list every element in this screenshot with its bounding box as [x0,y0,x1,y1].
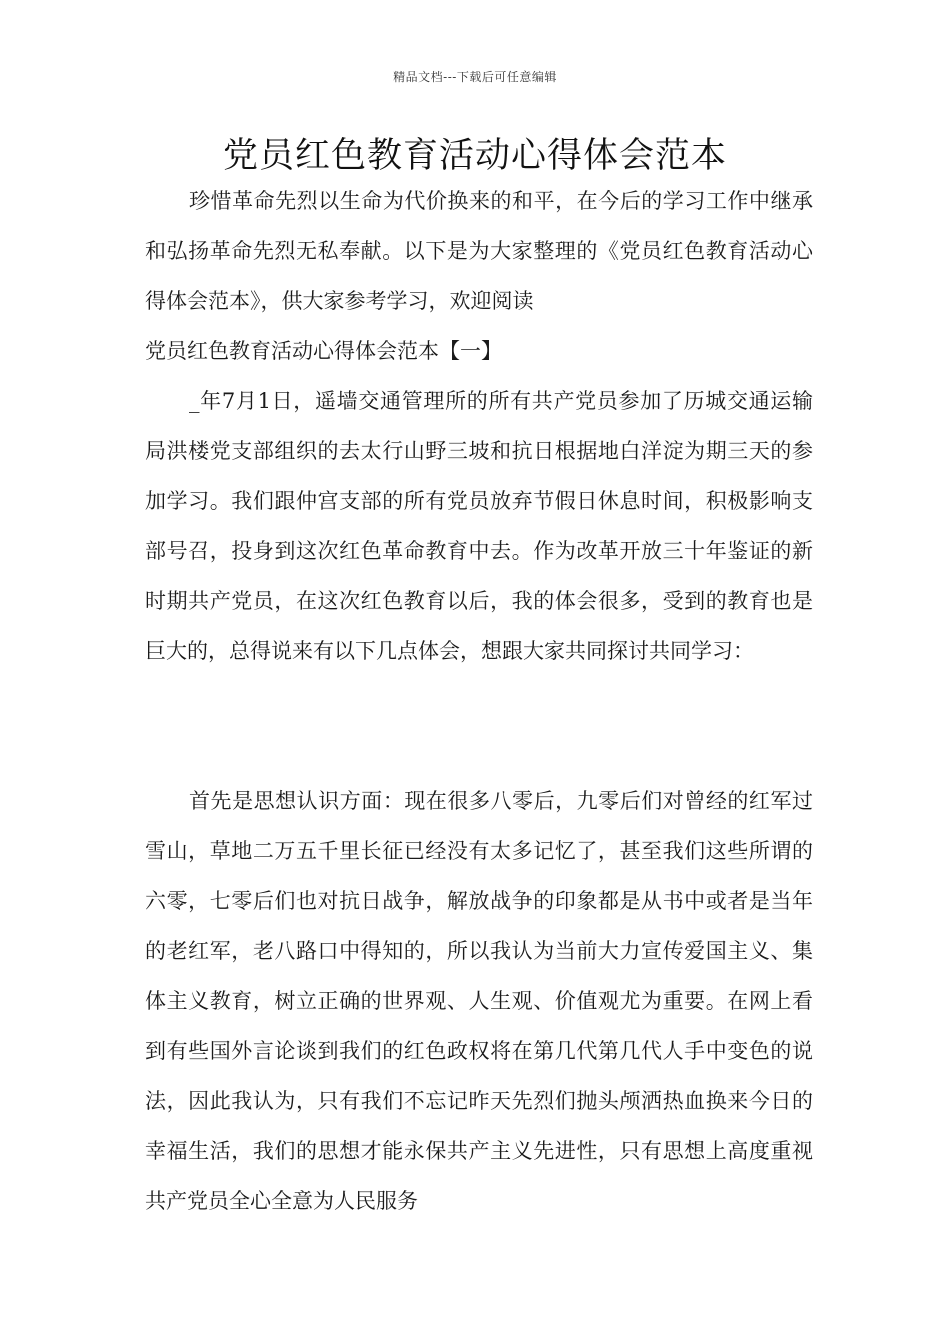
section-heading-block [145,326,813,376]
intro-block [145,176,813,326]
section-heading: 党员红色教育活动心得体会范本【一】 [145,339,502,363]
intro-paragraph: 珍惜革命先烈以生命为代价换来的和平，在今后的学习工作中继承和弘扬革命先烈无私奉献。以下是为大家整理的《党员红色教育活动心得体会范本》，供大家参考学习，欢迎阅读 [145,189,813,313]
header-note: 精品文档---下载后可任意编辑 [393,70,557,84]
paragraph-2-block [145,776,813,1226]
paragraph-1-block [145,376,813,676]
paragraph-1: _年7月1日，遥墙交通管理所的所有共产党员参加了历城交通运输局洪楼党支部组织的去太行山野三坡和抗日根据地白洋淀为期三天的参加学习。我们跟仲宫支部的所有党员放弃节假日休息时间，积极影响支部号召，投身到这次红色革命教育中去。作为改革开放三十年鉴证的新时期共产党员，在这次红色教育以后，我的体会很多，受到的教育也是巨大的，总得说来有以下几点体会，想跟大家共同探讨共同学习： [145,389,813,663]
paragraph-2: 首先是思想认识方面：现在很多八零后，九零后们对曾经的红军过雪山，草地二万五千里长征已经没有太多记忆了，甚至我们这些所谓的六零，七零后们也对抗日战争，解放战争的印象都是从书中或者是当年的老红军，老八路口中得知的，所以我认为当前大力宣传爱国主义、集体主义教育，树立正确的世界观、人生观、价值观尤为重要。在网上看到有些国外言论谈到我们的红色政权将在第几代第几代人手中变色的说法，因此我认为，只有我们不忘记昨天先烈们抛头颅洒热血换来今日的幸福生活，我们的思想才能永保共产主义先进性，只有思想上高度重视共产党员全心全意为人民服务 [145,789,813,1213]
document-title: 党员红色教育活动心得体会范本 [222,136,727,176]
